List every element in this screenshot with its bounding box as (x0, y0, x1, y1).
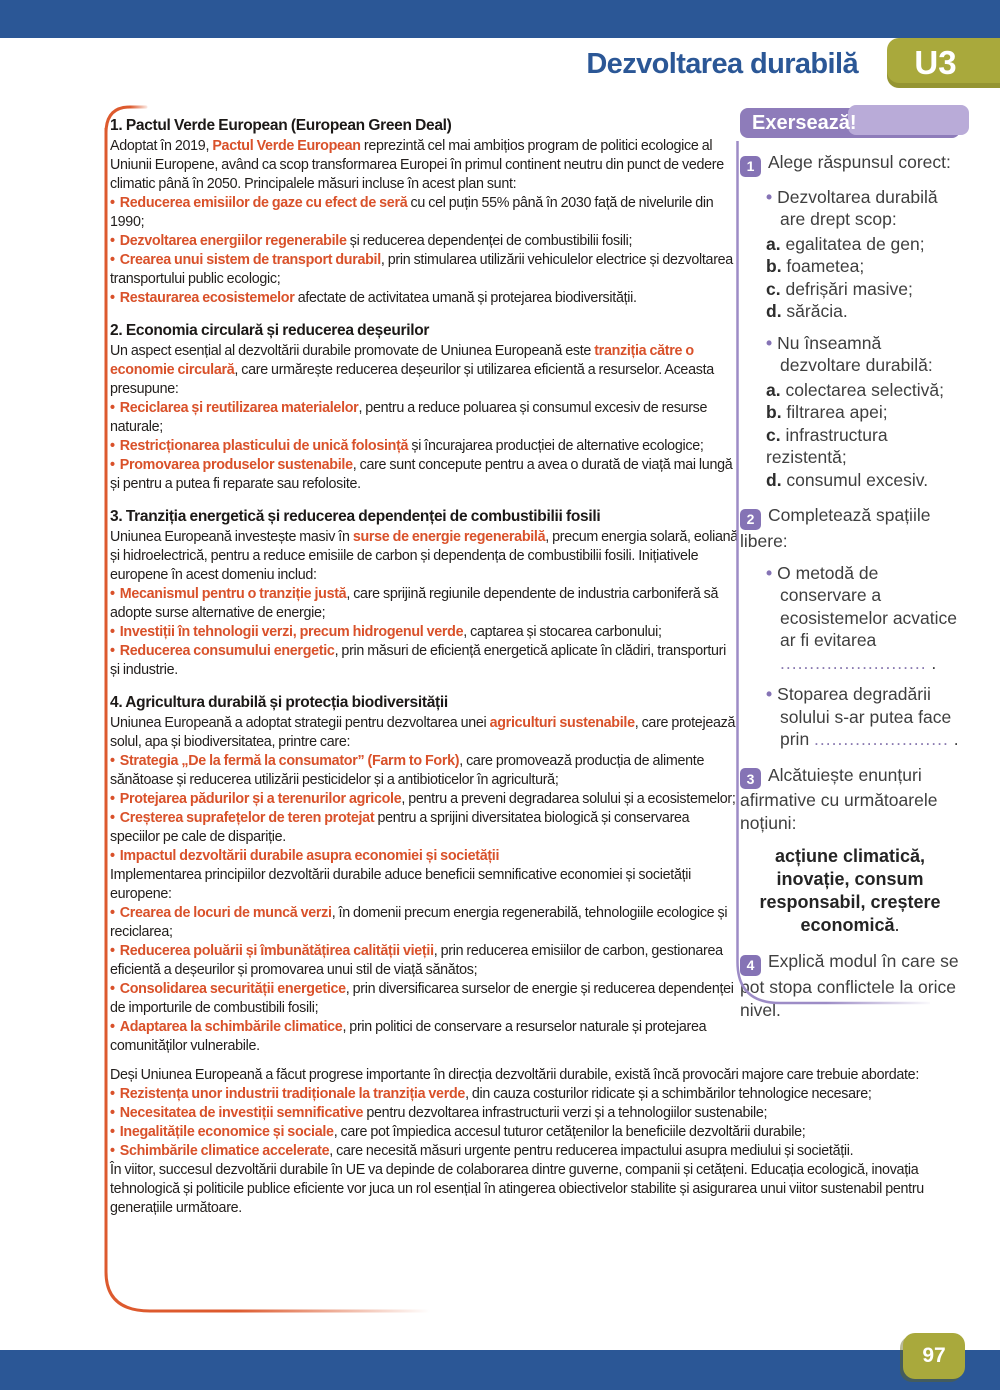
key-terms-suffix: . (894, 915, 900, 936)
accent-text: Creșterea suprafețelor de teren protejat (119, 810, 375, 826)
sub-bullet (766, 332, 960, 377)
accent-text: Restricționarea plasticului de unică folosință (119, 438, 409, 454)
sub-bullet-text: Dezvoltarea durabilă are drept scop: (777, 186, 938, 230)
body-text: , prin diversificarea surselor de energie și reducerea dependenței de importurile de combustibili fosili; (110, 981, 734, 1016)
body-text: , care promovează producția de alimente sănătoase și reducerea utilizării pesticidelor și a antibioticelor în agricultură; (110, 753, 705, 788)
sidebar-title: Exersează! (740, 108, 960, 138)
body-text: Adoptat în 2019, (110, 138, 213, 154)
option-text: egalitatea de gen; (780, 233, 925, 254)
body-text: afectate de activitatea umană și protejarea biodiversității. (294, 290, 637, 306)
exercise-prompt (740, 504, 960, 552)
accent-text: Inegalitățile economice și sociale (119, 1124, 334, 1140)
bullet-dot-icon: • (110, 233, 115, 249)
body-text: , captarea și stocarea carbonului; (463, 624, 662, 640)
bullet-dot-icon: • (110, 195, 115, 211)
body-text: , care protejează solul, apa și biodiversitatea, printre care: (110, 715, 736, 750)
body-text: Deși Uniunea Europeană a făcut progrese importante în direcția dezvoltării durabile, există încă provocări majore care trebuie abordate: (110, 1067, 919, 1083)
option-letter: c. (766, 424, 781, 445)
accent-text: Reducerea emisiilor de gaze cu efect de seră (119, 195, 408, 211)
sub-bullet (766, 683, 960, 751)
paragraph (110, 1161, 988, 1218)
body-text: , prin politici de conservare a resurselor naturale și protejarea comunităților vulnerabile. (110, 1019, 707, 1054)
body-text: , care urmărește reducerea deșeurilor și utilizarea eficientă a resurselor. Aceasta presupune: (110, 362, 714, 397)
bullet-dot-icon: • (110, 290, 115, 306)
option-letter: d. (766, 469, 782, 490)
exercise-prompt (740, 950, 960, 1021)
sub-bullet-text: Nu înseamnă dezvoltare durabilă: (777, 332, 933, 376)
paragraph (110, 1066, 988, 1085)
exercise-2 (740, 504, 960, 750)
option-group (766, 379, 960, 492)
bullet-dot-icon: • (766, 332, 773, 353)
exercise-prompt-text: Alege răspunsul corect: (768, 152, 951, 172)
body-text: , care pot împiedica accesul tuturor cetățenilor la beneficiile dezvoltării durabile; (333, 1124, 806, 1140)
body-text: pentru a sprijini diversitatea biologică și conservarea speciilor pe cale de dispariție. (110, 810, 690, 845)
option-c (766, 278, 960, 301)
body-text: cu cel puțin 55% până în 2030 față de nivelurile din 1990; (110, 195, 714, 230)
body-text: , care sprijină regiunile dependente de industria carboniferă să adopte surse alternative de energie; (110, 586, 719, 621)
option-d (766, 300, 960, 323)
accent-text: Reducerea poluării și îmbunătățirea calității vieții (119, 943, 434, 959)
bullet-dot-icon: • (110, 810, 115, 826)
exercise-prompt-text: Alcătuiește enunțuri afirmative cu următoarele noțiuni: (740, 764, 938, 833)
exercise-1 (740, 151, 960, 491)
exercise-list (740, 151, 960, 1021)
accent-text: Adaptarea la schimbările climatice (119, 1019, 343, 1035)
option-text: filtrarea apei; (781, 402, 888, 423)
bullet-dot-icon: • (110, 1019, 115, 1035)
exercise-prompt-text: Completează spațiile libere: (740, 505, 931, 551)
option-text: consumul excesiv. (781, 469, 929, 490)
bullet-dot-icon: • (110, 791, 115, 807)
bullet-item (110, 1018, 988, 1056)
option-text: foametea; (781, 256, 865, 277)
accent-text: Investiții în tehnologii verzi, precum hidrogenul verde (119, 624, 464, 640)
option-c (766, 424, 960, 469)
exercise-4 (740, 950, 960, 1021)
accent-text: Mecanismul pentru o tranziție justă (119, 586, 347, 602)
body-text: Uniunea Europeană a adoptat strategii pentru dezvoltarea unei (110, 715, 490, 731)
option-text: defrișări masive; (780, 278, 913, 299)
accent-text: Impactul dezvoltării durabile asupra economiei și societății (119, 848, 500, 864)
body-text: , pentru a preveni degradarea solului și a ecosistemelor; (401, 791, 736, 807)
bullet-dot-icon: • (110, 624, 115, 640)
accent-text: Crearea de locuri de muncă verzi (119, 905, 332, 921)
exercise-prompt (740, 151, 960, 177)
option-b (766, 255, 960, 278)
body-text: , prin reducerea emisiilor de carbon, gestionarea eficientă a deșeurilor și promovarea unui stil de viață sănătos; (110, 943, 723, 978)
bullet-dot-icon: • (766, 562, 773, 583)
bullet-item (110, 1104, 988, 1123)
top-blue-bar (0, 0, 1000, 38)
body-text: și reducerea dependenței de combustibilii fosili; (346, 233, 633, 249)
bullet-dot-icon: • (110, 643, 115, 659)
exercise-prompt-text: Explică modul în care se pot stopa conflictele la orice nivel. (740, 951, 959, 1020)
exercise-sidebar (738, 108, 988, 1021)
body-text: și încurajarea producției de alternative ecologice; (408, 438, 704, 454)
key-terms-text: acțiune climatică, inovație, consum responsabil, creștere economică (759, 846, 941, 936)
page-header (0, 38, 1000, 108)
sub-bullet (766, 562, 960, 675)
body-text: , în domenii precum energia regenerabilă, tehnologiile ecologice și reciclarea; (110, 905, 728, 940)
option-letter: c. (766, 278, 781, 299)
body-text: pentru dezvoltarea infrastructurii verzi și a tehnologiilor sustenabile; (363, 1105, 768, 1121)
body-text: , din cauza costurilor ridicate și a schimbărilor tehnologice necesare; (465, 1086, 872, 1102)
bullet-dot-icon: • (110, 1124, 115, 1140)
option-letter: a. (766, 379, 781, 400)
bullet-dot-icon: • (110, 438, 115, 454)
content-area (110, 108, 988, 1218)
bullet-dot-icon: • (110, 848, 115, 864)
bullet-item (110, 1123, 988, 1142)
exercise-number-badge: 2 (740, 509, 761, 530)
accent-text: Reciclarea și reutilizarea materialelor (119, 400, 359, 416)
body-text: , care sunt concepute pentru a avea o durată de viață mai lungă și pentru a putea fi reparate sau refolosite. (110, 457, 733, 492)
accent-text: Schimbările climatice accelerate (119, 1143, 330, 1159)
option-a (766, 379, 960, 402)
body-text: În viitor, succesul dezvoltării durabile în UE va depinde de colaborarea dintre guverne, companii și cetățeni. Educația ecologică, inovația tehnologică și politicile publice eficiente vor juca un rol esențial în atingerea obiectivelor stabilite și asigurarea unui viitor sustenabil pentru generațiile următoare. (110, 1162, 924, 1216)
accent-text: Necesitatea de investiții semnificative (119, 1105, 364, 1121)
bullet-dot-icon: • (110, 457, 115, 473)
blank-suffix: . (926, 652, 937, 673)
option-group (766, 233, 960, 323)
option-text: infrastructura rezistentă; (766, 424, 888, 468)
accent-text: Reducerea consumului energetic (119, 643, 335, 659)
accent-text: Restaurarea ecosistemelor (119, 290, 295, 306)
body-text: , prin măsuri de eficiență energetică aplicate în clădiri, transporturi și industrie. (110, 643, 726, 678)
accent-text: Pactul Verde European (212, 138, 361, 154)
fill-in-blank: ....................... (814, 729, 949, 749)
unit-badge: U3 (887, 38, 1000, 88)
page-title: Dezvoltarea durabilă (586, 48, 858, 80)
bullet-dot-icon: • (110, 252, 115, 268)
accent-text: tranziția către o economie circulară (110, 343, 694, 378)
accent-text: agriculturi sustenabile (489, 715, 635, 731)
bullet-dot-icon: • (110, 753, 115, 769)
option-a (766, 233, 960, 256)
bullet-dot-icon: • (110, 586, 115, 602)
bullet-dot-icon: • (766, 186, 773, 207)
bullet-dot-icon: • (110, 1105, 115, 1121)
accent-text: Consolidarea securității energetice (119, 981, 346, 997)
section-heading: 2. Economia circulară și reducerea deșeurilor (110, 322, 430, 339)
sub-bullet-text: O metodă de conservare a ecosistemelor acvatice ar fi evitarea (777, 562, 958, 650)
exercise-number-badge: 3 (740, 768, 761, 789)
page-number-badge: 97 (903, 1333, 965, 1379)
bottom-blue-bar (0, 1350, 1000, 1390)
exercise-number-badge: 4 (740, 955, 761, 976)
option-d (766, 469, 960, 492)
bullet-dot-icon: • (110, 943, 115, 959)
accent-text: Promovarea produselor sustenabile (119, 457, 353, 473)
accent-text: surse de energie regenerabilă (352, 529, 546, 545)
section-heading: 4. Agricultura durabilă și protecția biodiversității (110, 694, 448, 711)
sub-bullet (766, 186, 960, 231)
option-letter: a. (766, 233, 781, 254)
accent-text: Strategia „De la fermă la consumator” (Farm to Fork) (119, 753, 460, 769)
bullet-item (110, 1142, 988, 1161)
section-gap (110, 1056, 988, 1066)
accent-text: Crearea unui sistem de transport durabil (119, 252, 381, 268)
body-text: Implementarea principiilor dezvoltării durabile aduce beneficii semnificative economiei și societății europene: (110, 867, 692, 902)
option-letter: b. (766, 402, 782, 423)
option-letter: d. (766, 301, 782, 322)
body-text: reprezintă cel mai ambițios program de politici ecologice al Uniunii Europene, având ca scop transformarea Europei în primul continent neutru din punct de vedere climatic până în 2050. Principalele măsuri incluse în acest plan sunt: (110, 138, 724, 192)
bullet-dot-icon: • (110, 1086, 115, 1102)
accent-text: Dezvoltarea energiilor regenerabile (119, 233, 347, 249)
sub-bullet-text: Stoparea degradării solului s-ar putea face prin (777, 684, 952, 749)
accent-text: Rezistența unor industrii tradiționale la tranziția verde (119, 1086, 466, 1102)
option-letter: b. (766, 256, 782, 277)
option-text: colectarea selectivă; (780, 379, 945, 400)
bullet-dot-icon: • (110, 400, 115, 416)
exercise-prompt (740, 764, 960, 835)
exercise-number-badge: 1 (740, 156, 761, 177)
bullet-dot-icon: • (110, 905, 115, 921)
body-text: , prin stimularea utilizării vehiculelor electrice și dezvoltarea transportului public ecologic; (110, 252, 733, 287)
body-text: Uniunea Europeană investește masiv în (110, 529, 353, 545)
exercise-3 (740, 764, 960, 938)
body-text: Un aspect esențial al dezvoltării durabile promovate de Uniunea Europeană este (110, 343, 595, 359)
fill-in-blank: ......................... (780, 652, 927, 673)
accent-text: Protejarea pădurilor și a terenurilor agricole (119, 791, 402, 807)
bullet-dot-icon: • (766, 684, 773, 704)
body-text: , pentru a reduce poluarea și consumul excesiv de resurse naturale; (110, 400, 708, 435)
section-heading: 3. Tranziția energetică și reducerea dependenței de combustibilii fosili (110, 508, 601, 525)
key-terms (740, 845, 960, 937)
blank-suffix: . (948, 729, 959, 749)
bullet-dot-icon: • (110, 1143, 115, 1159)
option-text: sărăcia. (781, 301, 848, 322)
bullet-item (110, 1085, 988, 1104)
section-heading: 1. Pactul Verde European (European Green Deal) (110, 117, 452, 134)
option-b (766, 401, 960, 424)
body-text: , care necesită măsuri urgente pentru reducerea impactului asupra mediului și societății. (329, 1143, 854, 1159)
body-text: , precum energia solară, eoliană și hidroelectrică, pentru a reduce emisiile de carbon și dependența de combustibilii fosili. Inițiativele europene în acest domeniu includ: (110, 529, 738, 583)
bullet-dot-icon: • (110, 981, 115, 997)
